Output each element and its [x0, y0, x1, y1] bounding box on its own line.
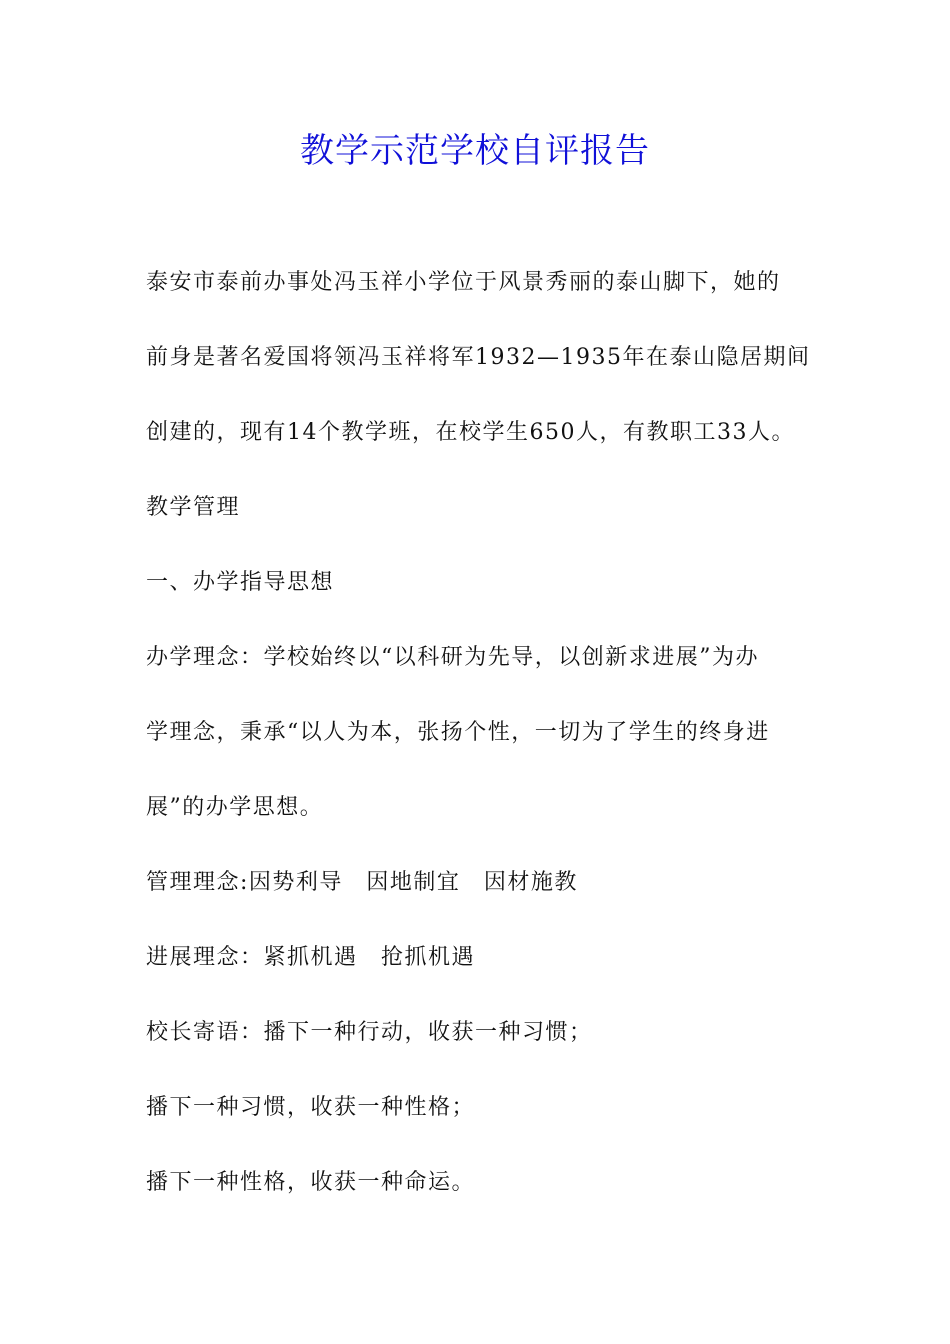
section-heading: 教学管理	[146, 495, 241, 520]
text-line: 展”的办学思想。	[146, 795, 324, 820]
text-line: 学理念，秉承“以人为本，张扬个性，一切为了学生的终身进	[146, 720, 770, 745]
text-line: 播下一种习惯，收获一种性格；	[146, 1095, 476, 1120]
text-line: 前身是著名爱国将领冯玉祥将军1932—1935年在泰山隐居期间	[146, 345, 811, 370]
text-line: 管理理念:因势利导 因地制宜 因材施教	[146, 870, 578, 895]
subsection-heading: 一、办学指导思想	[146, 570, 335, 595]
text-line: 办学理念：学校始终以“以科研为先导，以创新求进展”为办	[146, 645, 759, 670]
text-line: 泰安市泰前办事处冯玉祥小学位于风景秀丽的泰山脚下，她的	[146, 270, 781, 295]
document-title: 教学示范学校自评报告	[300, 131, 650, 171]
text-line: 创建的，现有14个教学班，在校学生650人，有教职工33人。	[146, 420, 795, 445]
text-line: 播下一种性格，收获一种命运。	[146, 1170, 476, 1195]
text-line: 校长寄语：播下一种行动，收获一种习惯；	[146, 1020, 593, 1045]
document-body	[146, 264, 811, 1239]
text-line: 进展理念：紧抓机遇 抢抓机遇	[146, 945, 476, 970]
